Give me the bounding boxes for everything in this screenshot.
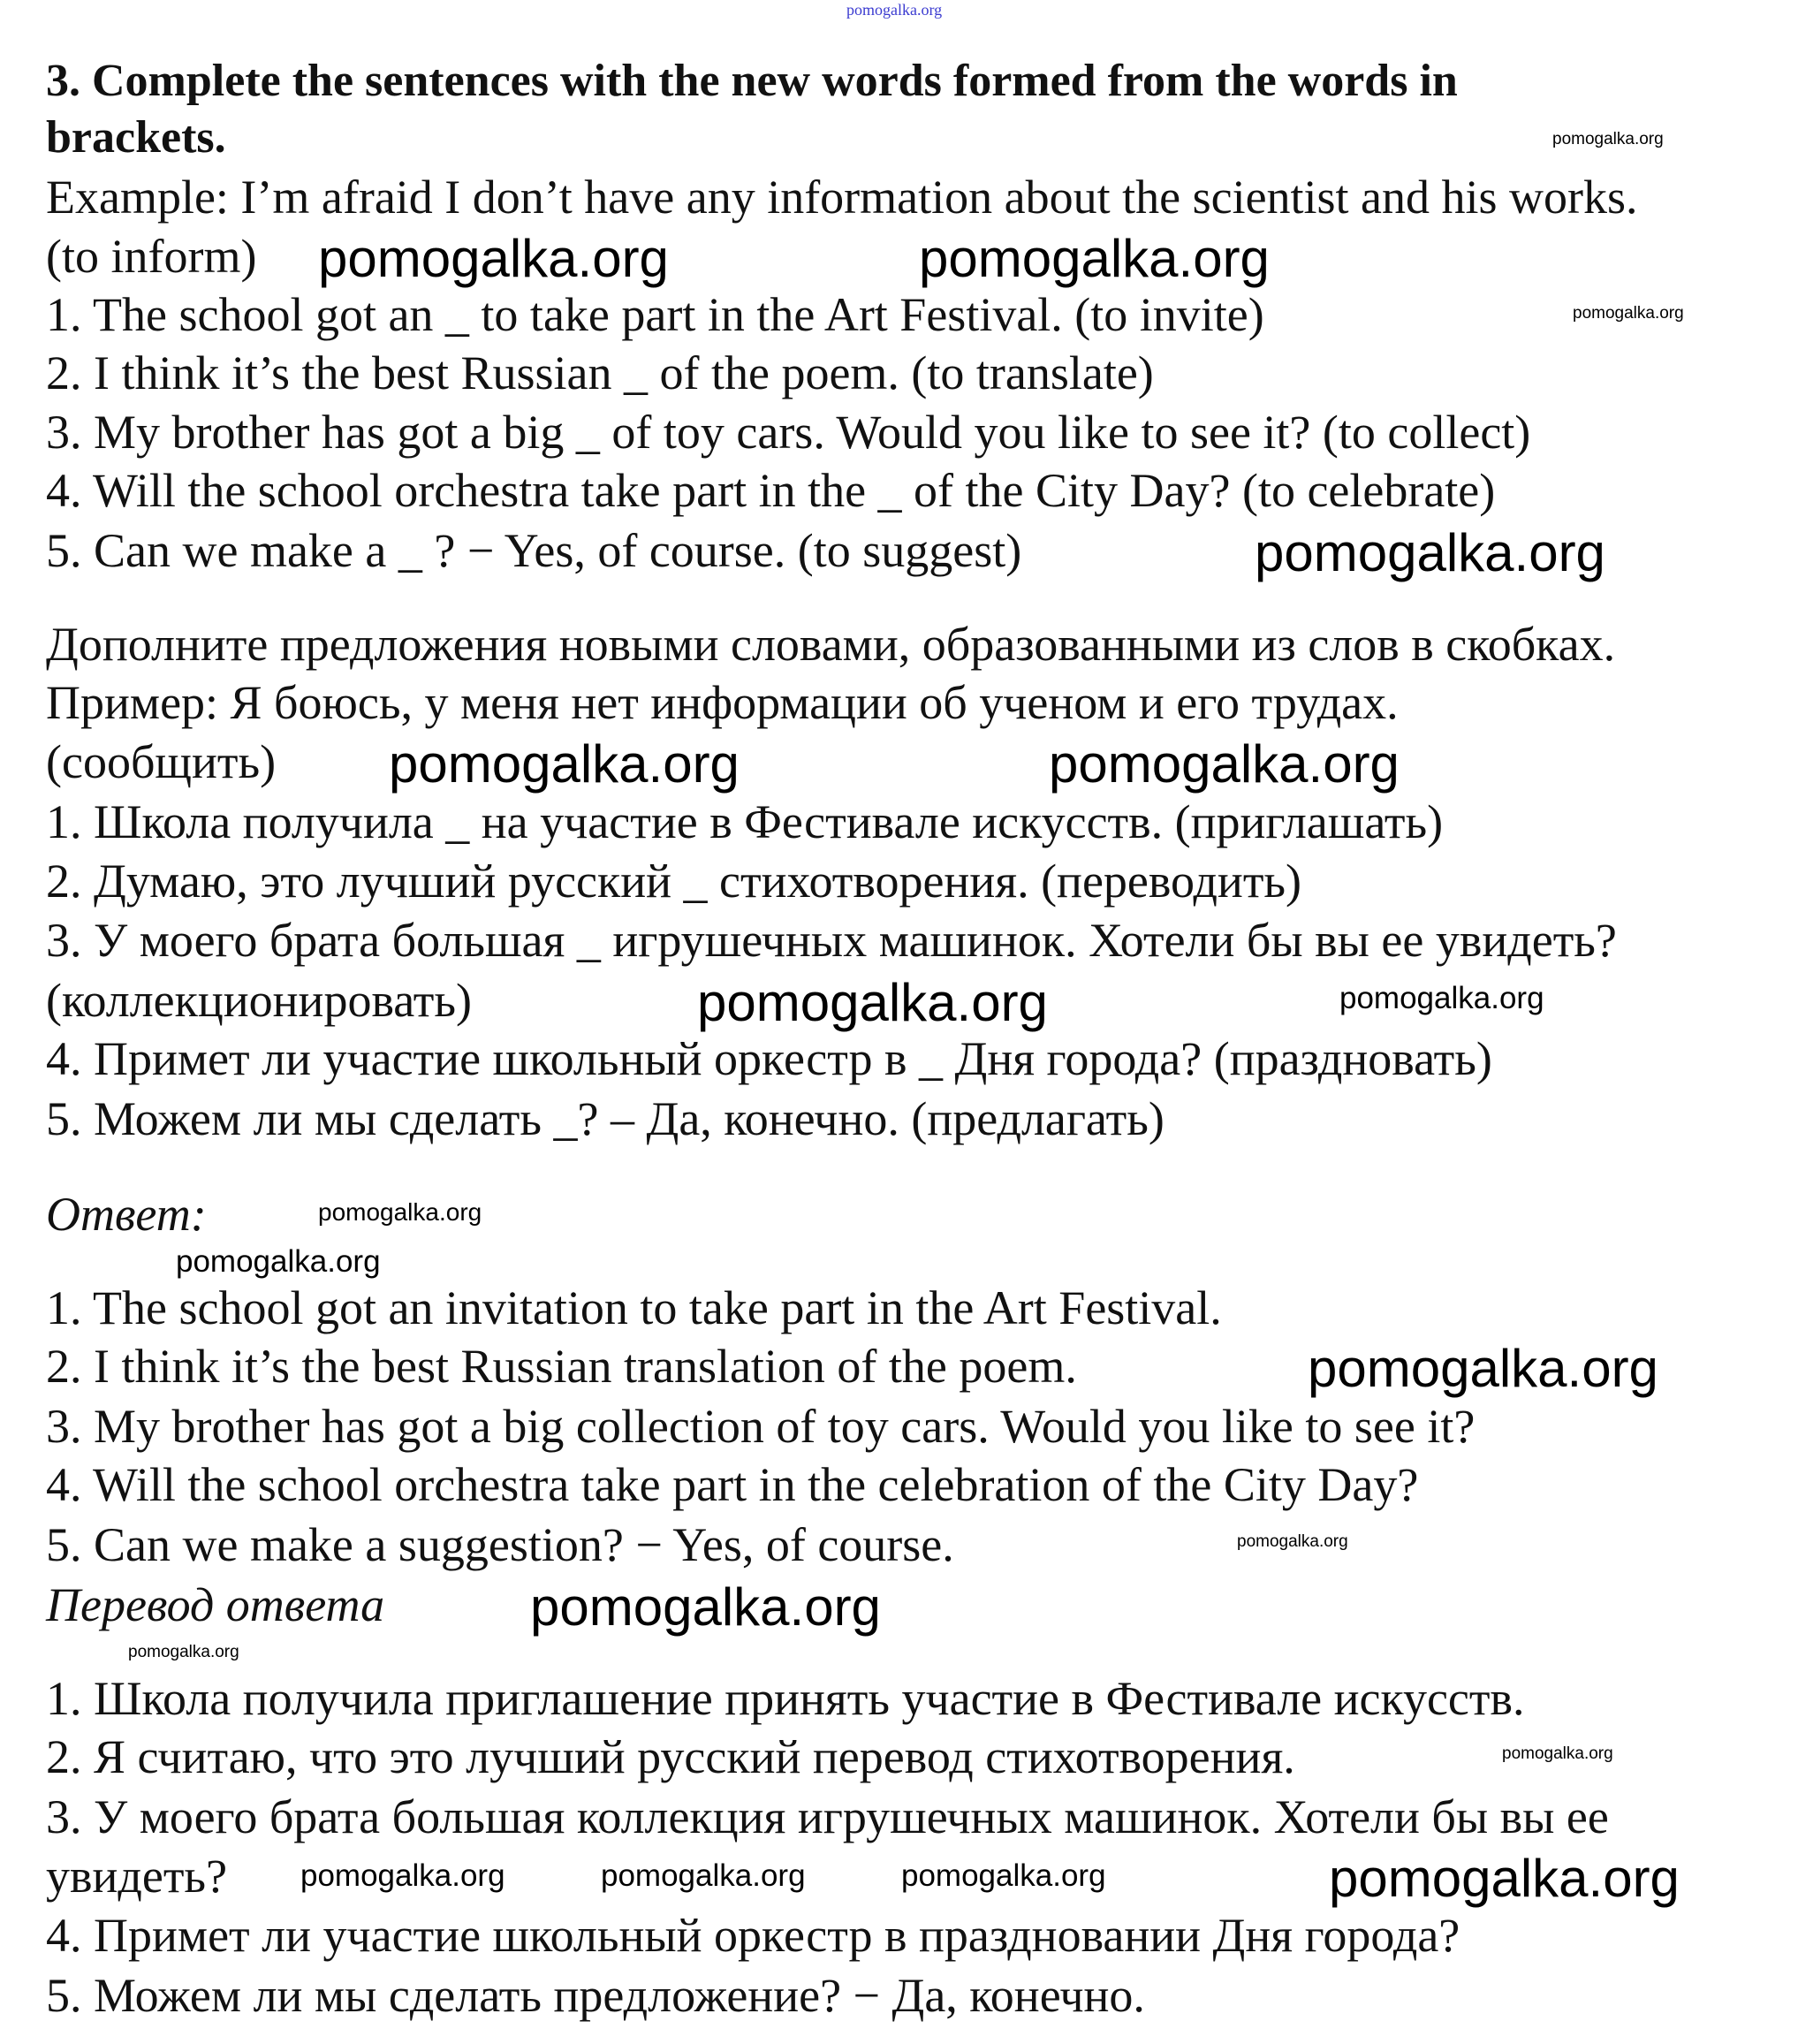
ru-item: 4. Примет ли участие школьный оркестр в _ Дня города? (праздновать) (46, 1032, 1492, 1085)
ru-item: 1. Школа получила _ на участие в Фестивале искусств. (приглашать) (46, 795, 1444, 848)
ru-example-cont: (сообщить) (46, 735, 277, 788)
task-item: 2. I think it’s the best Russian _ of the poem. (to translate) (46, 346, 1154, 399)
watermark: pomogalka.org (300, 1858, 505, 1893)
task-item: 1. The school got an _ to take part in the Art Festival. (to invite) (46, 288, 1264, 341)
watermark: pomogalka.org (1573, 304, 1684, 323)
example: Example: I’m afraid I don’t have any information about the scientist and his works. (46, 171, 1638, 224)
ru-item-cont: (коллекционировать) (46, 974, 473, 1027)
watermark: pomogalka.org (1049, 734, 1400, 794)
answer-item: 3. My brother has got a big collection of toy cars. Would you like to see it? (46, 1400, 1476, 1453)
ru-instruction: Дополните предложения новыми словами, образованными из слов в скобках. (46, 618, 1616, 671)
watermark: pomogalka.org (1502, 1744, 1613, 1763)
example-cont: (to inform) (46, 230, 257, 283)
answer-translation-item: 2. Я считаю, что это лучший русский перевод стихотворения. (46, 1730, 1295, 1783)
watermark: pomogalka.org (389, 734, 740, 794)
watermark: pomogalka.org (176, 1244, 381, 1279)
watermark: pomogalka.org (318, 1198, 482, 1226)
task-title: 3. Complete the sentences with the new words formed from the words in (46, 56, 1458, 106)
watermark: pomogalka.org (1255, 523, 1605, 582)
task-item: 4. Will the school orchestra take part in the _ of the City Day? (to celebrate) (46, 464, 1496, 517)
answer-item: 1. The school got an invitation to take part in the Art Festival. (46, 1281, 1222, 1334)
ru-example: Пример: Я боюсь, у меня нет информации об ученом и его трудах. (46, 676, 1399, 729)
site-watermark-top: pomogalka.org (846, 1, 943, 19)
watermark: pomogalka.org (128, 1643, 239, 1661)
answer-translation-item: 3. У моего брата большая коллекция игрушечных машинок. Хотели бы вы ее (46, 1790, 1609, 1843)
answer-translation-label: Перевод ответа (46, 1578, 385, 1631)
answer-label: Ответ: (46, 1188, 207, 1241)
watermark: pomogalka.org (901, 1858, 1106, 1893)
watermark: pomogalka.org (1237, 1532, 1348, 1551)
task-item: 3. My brother has got a big _ of toy cars. Would you like to see it? (to collect) (46, 406, 1531, 459)
answer-item: 5. Can we make a suggestion? − Yes, of course. (46, 1518, 954, 1571)
answer-translation-item-cont: увидеть? (46, 1850, 228, 1903)
task-item: 5. Can we make a _ ? − Yes, of course. (to suggest) (46, 524, 1022, 577)
answer-translation-item: 4. Примет ли участие школьный оркестр в праздновании Дня города? (46, 1909, 1460, 1962)
watermark: pomogalka.org (1339, 981, 1544, 1015)
watermark: pomogalka.org (1552, 130, 1664, 148)
ru-item: 3. У моего брата большая _ игрушечных машинок. Хотели бы вы ее увидеть? (46, 914, 1617, 967)
watermark: pomogalka.org (697, 973, 1048, 1032)
watermark: pomogalka.org (919, 229, 1270, 288)
answer-translation-item: 1. Школа получила приглашение принять участие в Фестивале искусств. (46, 1672, 1525, 1725)
answer-translation-item: 5. Можем ли мы сделать предложение? − Да, конечно. (46, 1969, 1145, 2022)
watermark: pomogalka.org (601, 1858, 806, 1893)
watermark: pomogalka.org (318, 229, 669, 288)
answer-item: 2. I think it’s the best Russian translation of the poem. (46, 1340, 1077, 1393)
watermark: pomogalka.org (1329, 1849, 1680, 1908)
task-title-cont: brackets. (46, 112, 226, 163)
ru-item: 5. Можем ли мы сделать _? – Да, конечно. (предлагать) (46, 1092, 1165, 1145)
ru-item: 2. Думаю, это лучший русский _ стихотворения. (переводить) (46, 855, 1302, 908)
answer-item: 4. Will the school orchestra take part in the celebration of the City Day? (46, 1458, 1419, 1511)
watermark: pomogalka.org (530, 1577, 881, 1637)
watermark: pomogalka.org (1308, 1339, 1658, 1398)
